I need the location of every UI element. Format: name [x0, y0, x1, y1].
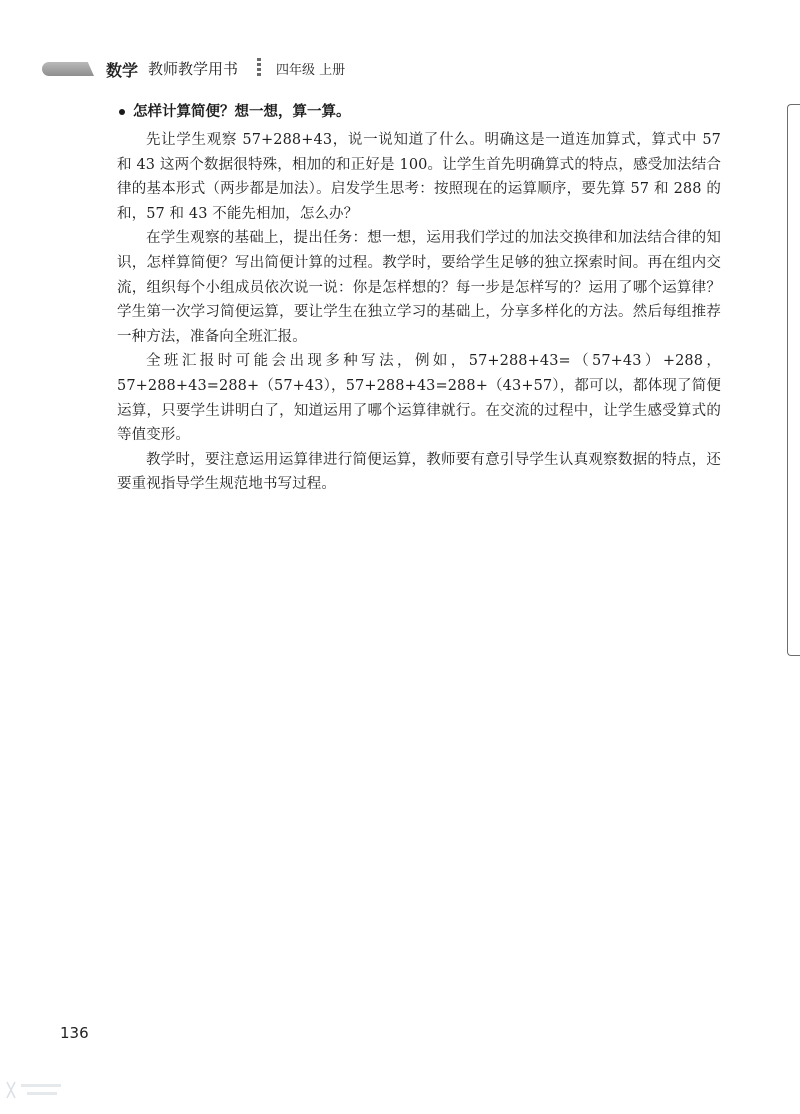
- watermark-logo: [3, 1078, 67, 1102]
- paragraph-2: 在学生观察的基础上，提出任务：想一想，运用我们学过的加法交换律和加法结合律的知识，怎样算简便？写出简便计算的过程。教学时，要给学生足够的独立探索时间。再在组内交流，组织每个小组成员依次说一说：你是怎样想的？每一步是怎样写的？运用了哪个运算律？学生第一次学习简便运算，要让学生在独立学习的基础上，分享多样化的方法。然后每组推荐一种方法，准备向全班汇报。: [117, 230, 721, 345]
- section-heading-text: 怎样计算简便？想一想，算一算。: [133, 104, 351, 120]
- running-header: [0, 56, 800, 86]
- paragraph-1: 先让学生观察 57+288+43，说一说知道了什么。明确这是一道连加算式，算式中 57 和 43 这两个数据很特殊，相加的和正好是 100。让学生首先明确算式的特点，感受加法结合律的基本形式（两步都是加法）。启发学生思考：按照现在的运算顺序，要先算 57 和 288 的和，57 和 43 不能先相加，怎么办？: [117, 132, 721, 222]
- paragraph-4: 教学时，要注意运用运算律进行简便运算，教师要有意引导学生认真观察数据的特点，还要重视指导学生规范地书写过程。: [117, 451, 721, 493]
- page-number: 136: [60, 1024, 89, 1042]
- margin-bracket: [787, 104, 800, 656]
- header-separator: [257, 58, 261, 78]
- header-subject: 数学: [106, 61, 139, 80]
- header-book-title: 教师教学用书: [148, 60, 239, 78]
- bullet-icon: [119, 109, 125, 115]
- header-grade: 四年级 上册: [276, 63, 346, 78]
- header-tab-decoration: [42, 62, 94, 76]
- section-heading: [119, 100, 721, 124]
- paragraph-3: 全班汇报时可能会出现多种写法，例如，57+288+43=（57+43）+288，57+288+43=288+（57+43），57+288+43=288+（43+57），都可以，都体现了简便运算，只要学生讲明白了，知道运用了哪个运算律就行。在交流的过程中，让学生感受算式的等值变形。: [117, 353, 721, 444]
- page-content: [117, 100, 721, 497]
